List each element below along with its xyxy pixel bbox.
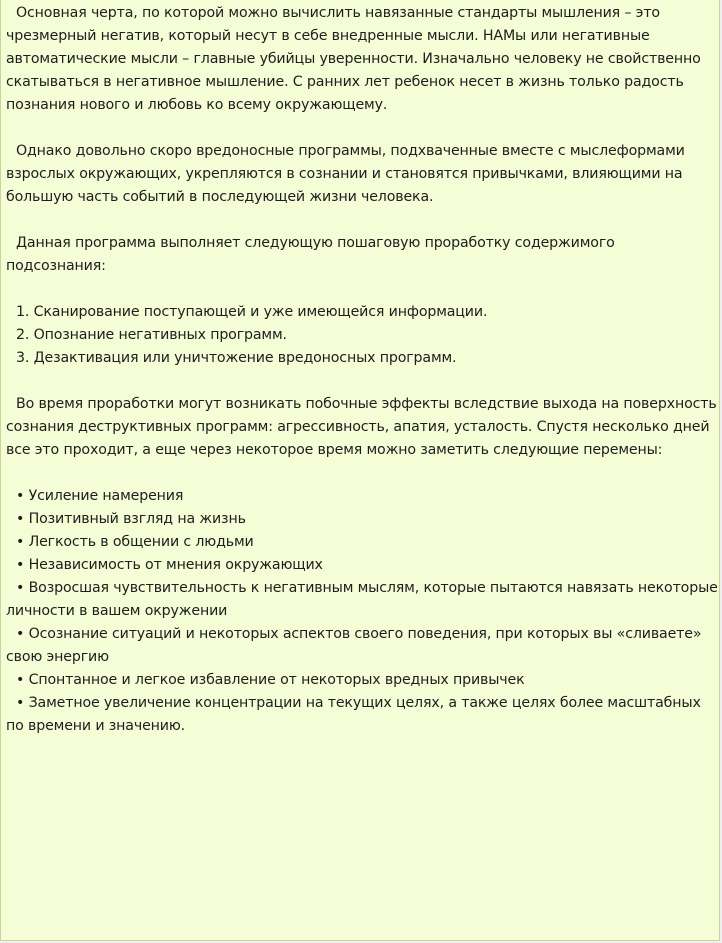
paragraph-workflow: Данная программа выполняет следующую пошаговую проработку содержимого подсознания: xyxy=(6,235,615,274)
changes-list xyxy=(6,485,718,738)
step-item: 3. Дезактивация или уничтожение вредоносных программ. xyxy=(16,350,457,366)
change-item: • Независимость от мнения окружающих xyxy=(16,557,323,573)
change-item: • Спонтанное и легкое избавление от некоторых вредных привычек xyxy=(16,672,525,688)
paragraph-intro: Основная черта, по которой можно вычислить навязанные стандарты мышления – это чрезмерный негатив, который несут в себе внедренные мысли. НАМы или негативные автоматические мысли – главные убийцы уверенности. Изначально человеку не свойственно скатываться в негативное мышление. С ранних лет ребенок несет в жизнь только радость познания нового и любовь ко всему окружающему. xyxy=(6,5,701,113)
change-item: • Осознание ситуаций и некоторых аспектов своего поведения, при которых вы «сливаете» свою энергию xyxy=(6,626,702,665)
change-item: • Усиление намерения xyxy=(16,488,184,504)
paragraph-programs: Однако довольно скоро вредоносные программы, подхваченные вместе с мыслеформами взрослых окружающих, укрепляются в сознании и становятся привычками, влияющими на большую часть событий в последующей жизни человека. xyxy=(6,143,685,205)
change-item: • Легкость в общении с людьми xyxy=(16,534,254,550)
change-item: • Заметное увеличение концентрации на текущих целях, а также целях более масштабных по времени и значению. xyxy=(6,695,701,734)
step-item: 2. Опознание негативных программ. xyxy=(16,327,287,343)
change-item: • Позитивный взгляд на жизнь xyxy=(16,511,246,527)
step-item: 1. Сканирование поступающей и уже имеющейся информации. xyxy=(16,304,488,320)
steps-list xyxy=(6,301,718,370)
change-item: • Возросшая чувствительность к негативным мыслям, которые пытаются навязать некоторые личности в вашем окружении xyxy=(6,580,718,619)
paragraph-side-effects: Во время проработки могут возникать побочные эффекты вследствие выхода на поверхность сознания деструктивных программ: агрессивность, апатия, усталость. Спустя несколько дней все это проходит, а еще через некоторое время можно заметить следующие перемены: xyxy=(6,396,717,458)
article-body xyxy=(6,2,718,738)
